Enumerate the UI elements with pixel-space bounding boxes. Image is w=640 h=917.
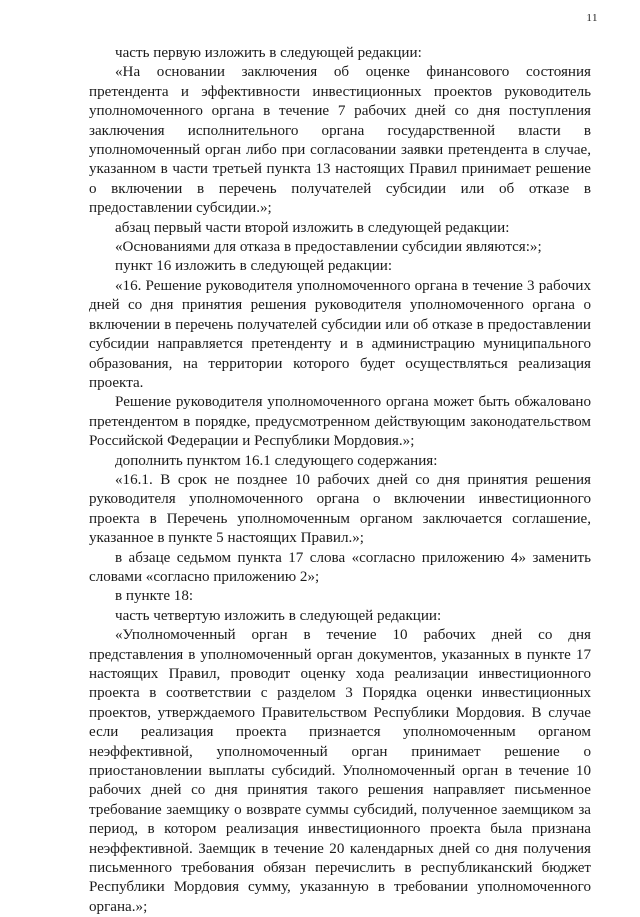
paragraph-10: в абзаце седьмом пункта 17 слова «согласно приложению 4» заменить словами «согласно приложению 2»; bbox=[89, 549, 591, 585]
paragraph-12: часть четвертую изложить в следующей редакции: bbox=[115, 607, 442, 624]
paragraph-3: абзац первый части второй изложить в следующей редакции: bbox=[115, 219, 510, 236]
document-body bbox=[89, 44, 591, 917]
paragraph-4: «Основаниями для отказа в предоставлении субсидии являются:»; bbox=[115, 239, 542, 256]
paragraph-9: «16.1. В срок не позднее 10 рабочих дней со дня принятия решения руководителя уполномоченного органа о включении инвестиционного проекта в Перечень уполномоченным органом заключается соглашение, указанное в пункте 5 настоящих Правил.»; bbox=[89, 471, 591, 547]
paragraph-2: «На основании заключения об оценке финансового состояния претендента и эффективности инвестиционных проектов руководитель уполномоченного органа в течение 7 рабочих дней со дня поступления заключения исполнительного органа государственной власти в уполномоченный орган либо при согласовании заявки претендента в случае, указанном в части третьей пункта 13 настоящих Правил принимает решение о включении в перечень получателей субсидии или об отказе в предоставлении субсидии.»; bbox=[89, 64, 591, 217]
paragraph-1: часть первую изложить в следующей редакции: bbox=[115, 45, 422, 61]
paragraph-7: Решение руководителя уполномоченного органа может быть обжаловано претендентом в порядке, предусмотренном действующим законодательством Российской Федерации и Республики Мордовия.»; bbox=[89, 394, 591, 450]
page-number: 11 bbox=[586, 12, 598, 24]
paragraph-11: в пункте 18: bbox=[115, 588, 194, 605]
paragraph-8: дополнить пунктом 16.1 следующего содержания: bbox=[115, 452, 438, 469]
paragraph-13: «Уполномоченный орган в течение 10 рабочих дней со дня представления в уполномоченный орган документов, указанных в пункте 17 настоящих Правил, проводит оценку хода реализации инвестиционного проекта в соответствии с разделом 3 Порядка оценки инвестиционных проектов, утверждаемого Правительством Республики Мордовия. В случае если реализация проекта признается уполномоченным органом неэффективной, уполномоченный орган принимает решение о приостановлении выплаты субсидий. Уполномоченный орган в течение 10 рабочих дней со дня принятия такого решения направляет письменное требование заемщику о возврате суммы субсидий, полученное заемщиком за период, в котором реализация инвестиционного проекта была признана неэффективной. Заемщик в течение 20 календарных дней со дня получения письменного требования обязан перечислить в республиканский бюджет Республики Мордовия сумму, указанную в требовании уполномоченного органа.»; bbox=[89, 627, 591, 915]
paragraph-6: «16. Решение руководителя уполномоченного органа в течение 3 рабочих дней со дня принятия решения руководителя уполномоченного органа о включении в перечень получателей субсидии или об отказе в предоставлении субсидии направляется претенденту и в администрацию муниципального образования, на территории которого будет осуществляться реализация проекта. bbox=[89, 277, 591, 391]
paragraph-5: пункт 16 изложить в следующей редакции: bbox=[115, 258, 393, 275]
